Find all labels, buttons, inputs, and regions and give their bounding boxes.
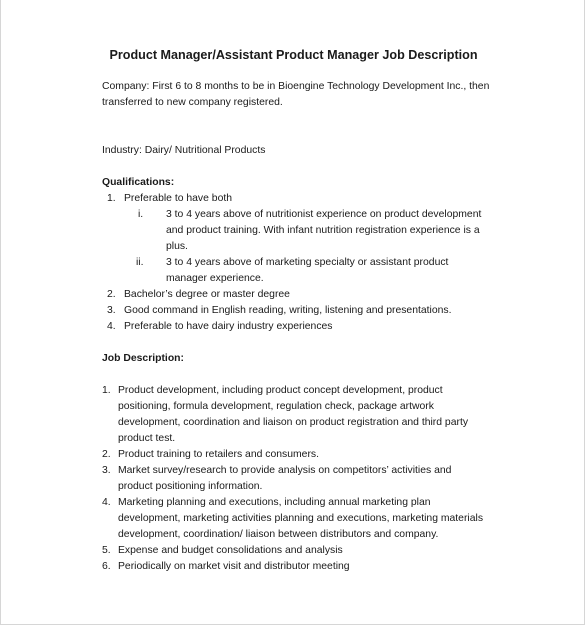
sub-qualification-line: plus.	[166, 241, 188, 252]
job-item-line: Product training to retailers and consumers.	[118, 449, 319, 460]
qualification-text: Bachelor’s degree or master degree	[124, 289, 290, 300]
job-item-number: 5.	[102, 545, 111, 556]
job-item-line: development, coordination and liaison on product registration and third party	[118, 417, 469, 428]
job-item-number: 6.	[102, 561, 111, 572]
job-item-line: development, coordination/ liaison between distributors and company.	[118, 529, 439, 540]
job-item-line: positioning, formula development, regulation check, package artwork	[118, 401, 434, 412]
job-item-number: 4.	[102, 497, 111, 508]
job-item-line: product positioning information.	[118, 481, 263, 492]
job-item-line: Product development, including product concept development, product	[118, 385, 443, 396]
job-item-number: 2.	[102, 449, 111, 460]
sub-qualification-line: 3 to 4 years above of nutritionist experience on product development	[166, 209, 482, 220]
sub-qualification-number: i.	[138, 209, 144, 220]
job-item-line: Periodically on market visit and distributor meeting	[118, 561, 350, 572]
industry-line: Industry: Dairy/ Nutritional Products	[102, 145, 266, 156]
qualifications-heading: Qualifications:	[102, 177, 175, 188]
job-item-number: 1.	[102, 385, 111, 396]
job-item-line: Marketing planning and executions, including annual marketing plan	[118, 497, 431, 508]
job-item-line: development, marketing activities planning and executions, marketing materials	[118, 513, 484, 524]
document-title: Product Manager/Assistant Product Manager Job Description	[109, 48, 478, 62]
job-item-line: product test.	[118, 433, 176, 444]
job-item-line: Market survey/research to provide analysis on competitors’ activities and	[118, 465, 452, 476]
company-line-2: transferred to new company registered.	[102, 97, 283, 108]
job-item-number: 3.	[102, 465, 111, 476]
qualification-number: 3.	[107, 305, 116, 316]
job-description-heading: Job Description:	[102, 353, 184, 364]
company-line-1: Company: First 6 to 8 months to be in Bioengine Technology Development Inc., then	[102, 81, 490, 92]
qualification-text: Good command in English reading, writing, listening and presentations.	[124, 305, 452, 316]
sub-qualification-number: ii.	[136, 257, 144, 268]
sub-qualification-line: manager experience.	[166, 273, 264, 284]
qualification-number: 4.	[107, 321, 116, 332]
qualification-number: 1.	[107, 193, 116, 204]
sub-qualification-line: and product training. With infant nutrition registration experience is a	[166, 225, 480, 236]
qualification-number: 2.	[107, 289, 116, 300]
job-item-line: Expense and budget consolidations and analysis	[118, 545, 343, 556]
qualification-text: Preferable to have dairy industry experiences	[124, 321, 333, 332]
sub-qualification-line: 3 to 4 years above of marketing specialty or assistant product	[166, 257, 449, 268]
qualification-text: Preferable to have both	[124, 193, 233, 204]
